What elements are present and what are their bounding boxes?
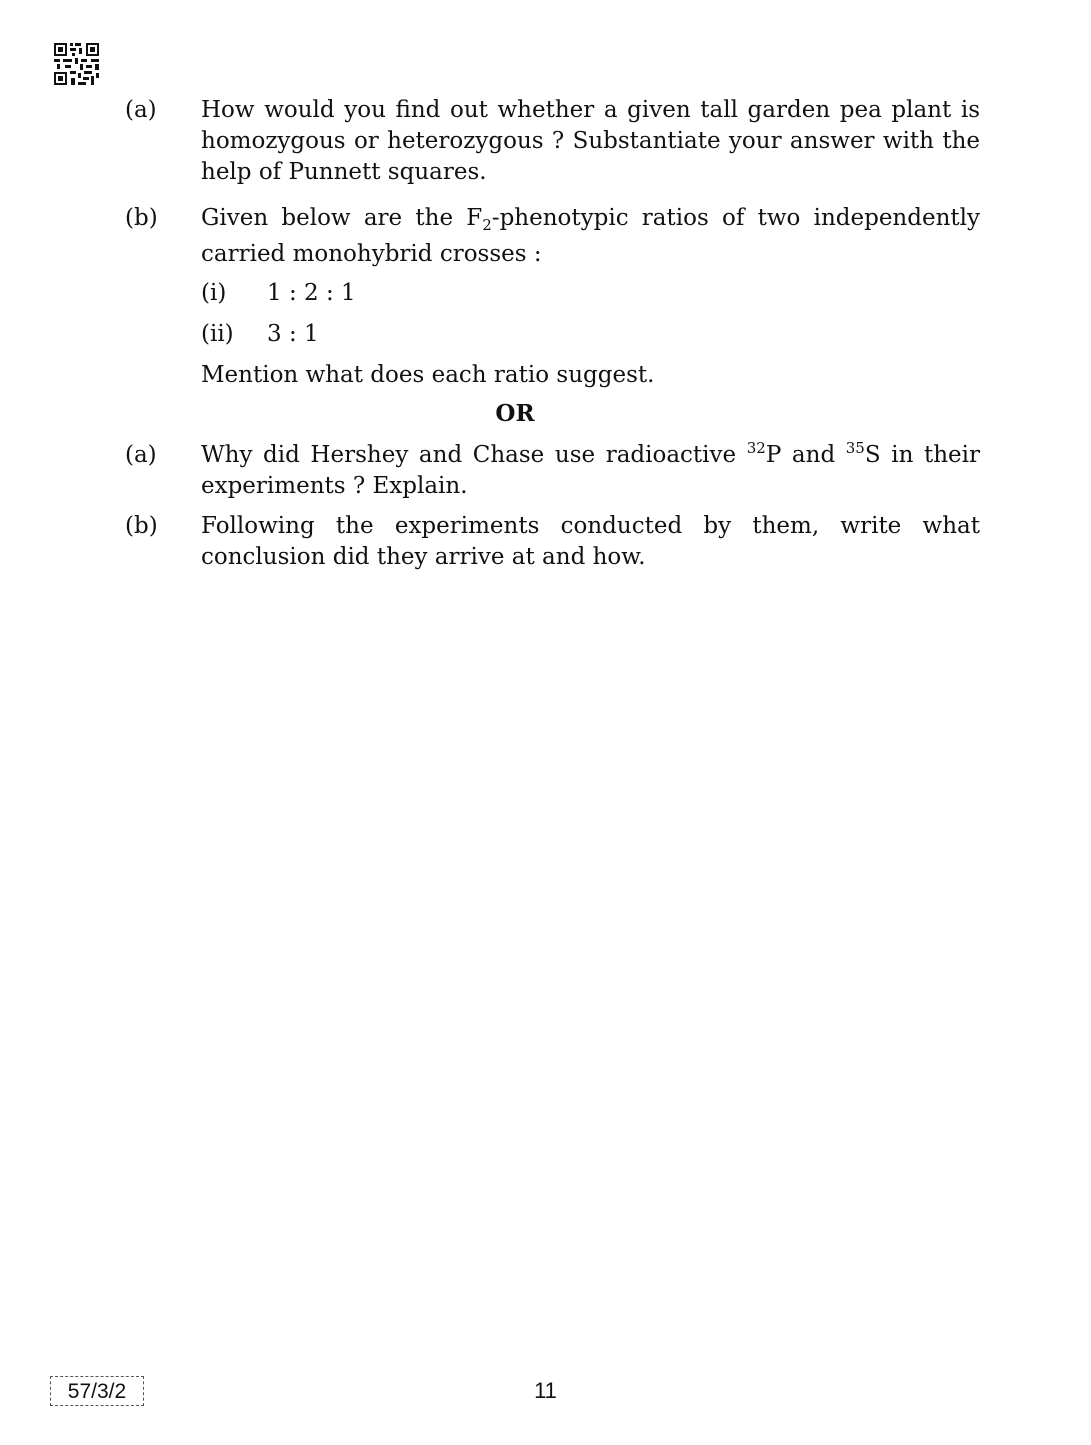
question-text bbox=[201, 200, 980, 272]
text-fragment: -phenotypic ratios of two independently carried monohybrid crosses : bbox=[201, 205, 980, 267]
text-fragment: S in their experiments ? Explain. bbox=[201, 442, 980, 499]
question-part-a bbox=[125, 95, 980, 188]
ratio-value: 1 : 2 : 1 bbox=[267, 280, 356, 306]
question-part-a bbox=[125, 440, 980, 502]
paper-code: 57/3/2 bbox=[67, 1380, 127, 1403]
text-fragment: Why did Hershey and Chase use radioactive bbox=[201, 442, 747, 468]
subscript: 2 bbox=[482, 216, 492, 234]
superscript: 35 bbox=[845, 439, 865, 457]
ratio-value: 3 : 1 bbox=[267, 321, 319, 347]
question-text: Following the experiments conducted by them, write what conclusion did they arrive at and how. bbox=[201, 513, 980, 570]
part-label: (b) bbox=[125, 205, 158, 231]
part-label: (a) bbox=[125, 97, 157, 123]
sub-item-ii bbox=[201, 319, 319, 350]
text-fragment: P and bbox=[765, 442, 846, 468]
sub-item-label: (i) bbox=[201, 280, 227, 306]
question-text: How would you find out whether a given tall garden pea plant is homozygous or heterozygous ? Substantiate your answer with the help of Punnett squares. bbox=[201, 97, 980, 185]
or-separator: OR bbox=[495, 400, 535, 427]
sub-item-label: (ii) bbox=[201, 321, 234, 347]
part-label: (a) bbox=[125, 442, 157, 468]
page-number: 11 bbox=[534, 1378, 557, 1403]
superscript: 32 bbox=[746, 439, 766, 457]
question-part-b bbox=[125, 511, 980, 573]
sub-item-i bbox=[201, 278, 356, 309]
question-text bbox=[201, 440, 980, 502]
question-part-b bbox=[125, 200, 980, 272]
text-fragment: Given below are the F bbox=[201, 205, 483, 231]
closing-instruction: Mention what does each ratio suggest. bbox=[201, 362, 655, 388]
qr-code-icon bbox=[53, 42, 100, 86]
part-label: (b) bbox=[125, 513, 158, 539]
